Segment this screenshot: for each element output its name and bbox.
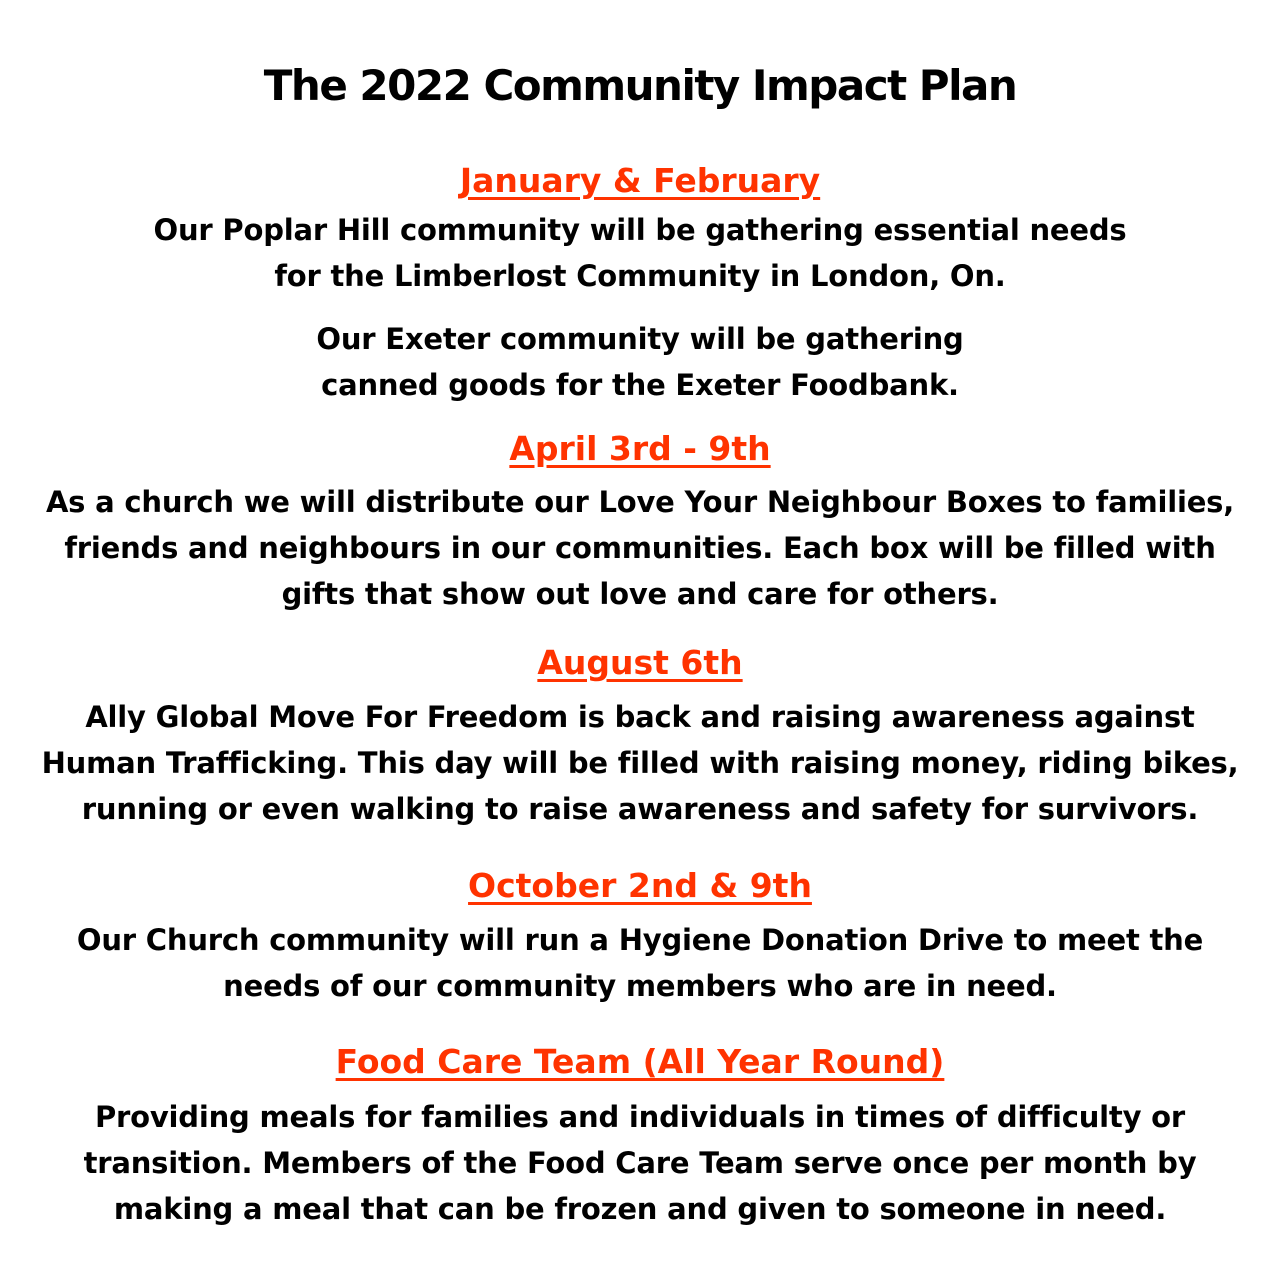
section-heading-food-care-team: Food Care Team (All Year Round) (335, 1042, 945, 1081)
paragraph-line: Our Church community will run a Hygiene Donation Drive to meet the (76, 923, 1204, 957)
section-heading-october: October 2nd & 9th (468, 866, 812, 905)
paragraph-line: making a meal that can be frozen and given to someone in need. (113, 1192, 1167, 1226)
paragraph-line: running or even walking to raise awareness and safety for survivors. (81, 792, 1199, 826)
section-heading-april: April 3rd - 9th (509, 429, 771, 468)
section-paragraph (20, 694, 1260, 832)
section-paragraph (20, 917, 1260, 1009)
paragraph-line: Providing meals for families and individuals in times of difficulty or (94, 1100, 1186, 1134)
page-title: The 2022 Community Impact Plan (263, 61, 1017, 110)
paragraph-line: for the Limberlost Community in London, On. (274, 259, 1006, 293)
paragraph-line: needs of our community members who are in need. (223, 969, 1057, 1003)
paragraph-line: gifts that show out love and care for others. (281, 577, 999, 611)
paragraph-line: Our Poplar Hill community will be gathering essential needs (153, 213, 1127, 247)
section-paragraph (20, 1094, 1260, 1232)
paragraph-line: Our Exeter community will be gathering (316, 322, 964, 356)
section-paragraph (20, 479, 1260, 617)
paragraph-line: canned goods for the Exeter Foodbank. (321, 368, 959, 402)
section-heading-august: August 6th (537, 643, 743, 682)
section-heading-january-february: January & February (459, 161, 821, 200)
paragraph-line: transition. Members of the Food Care Team serve once per month by (83, 1146, 1197, 1180)
section-paragraph (20, 316, 1260, 408)
paragraph-line: friends and neighbours in our communities. Each box will be filled with (64, 531, 1216, 565)
paragraph-line: As a church we will distribute our Love Your Neighbour Boxes to families, (45, 485, 1235, 519)
paragraph-line: Ally Global Move For Freedom is back and raising awareness against (85, 700, 1195, 734)
paragraph-line: Human Trafficking. This day will be filled with raising money, riding bikes, (41, 746, 1239, 780)
section-paragraph (20, 207, 1260, 299)
